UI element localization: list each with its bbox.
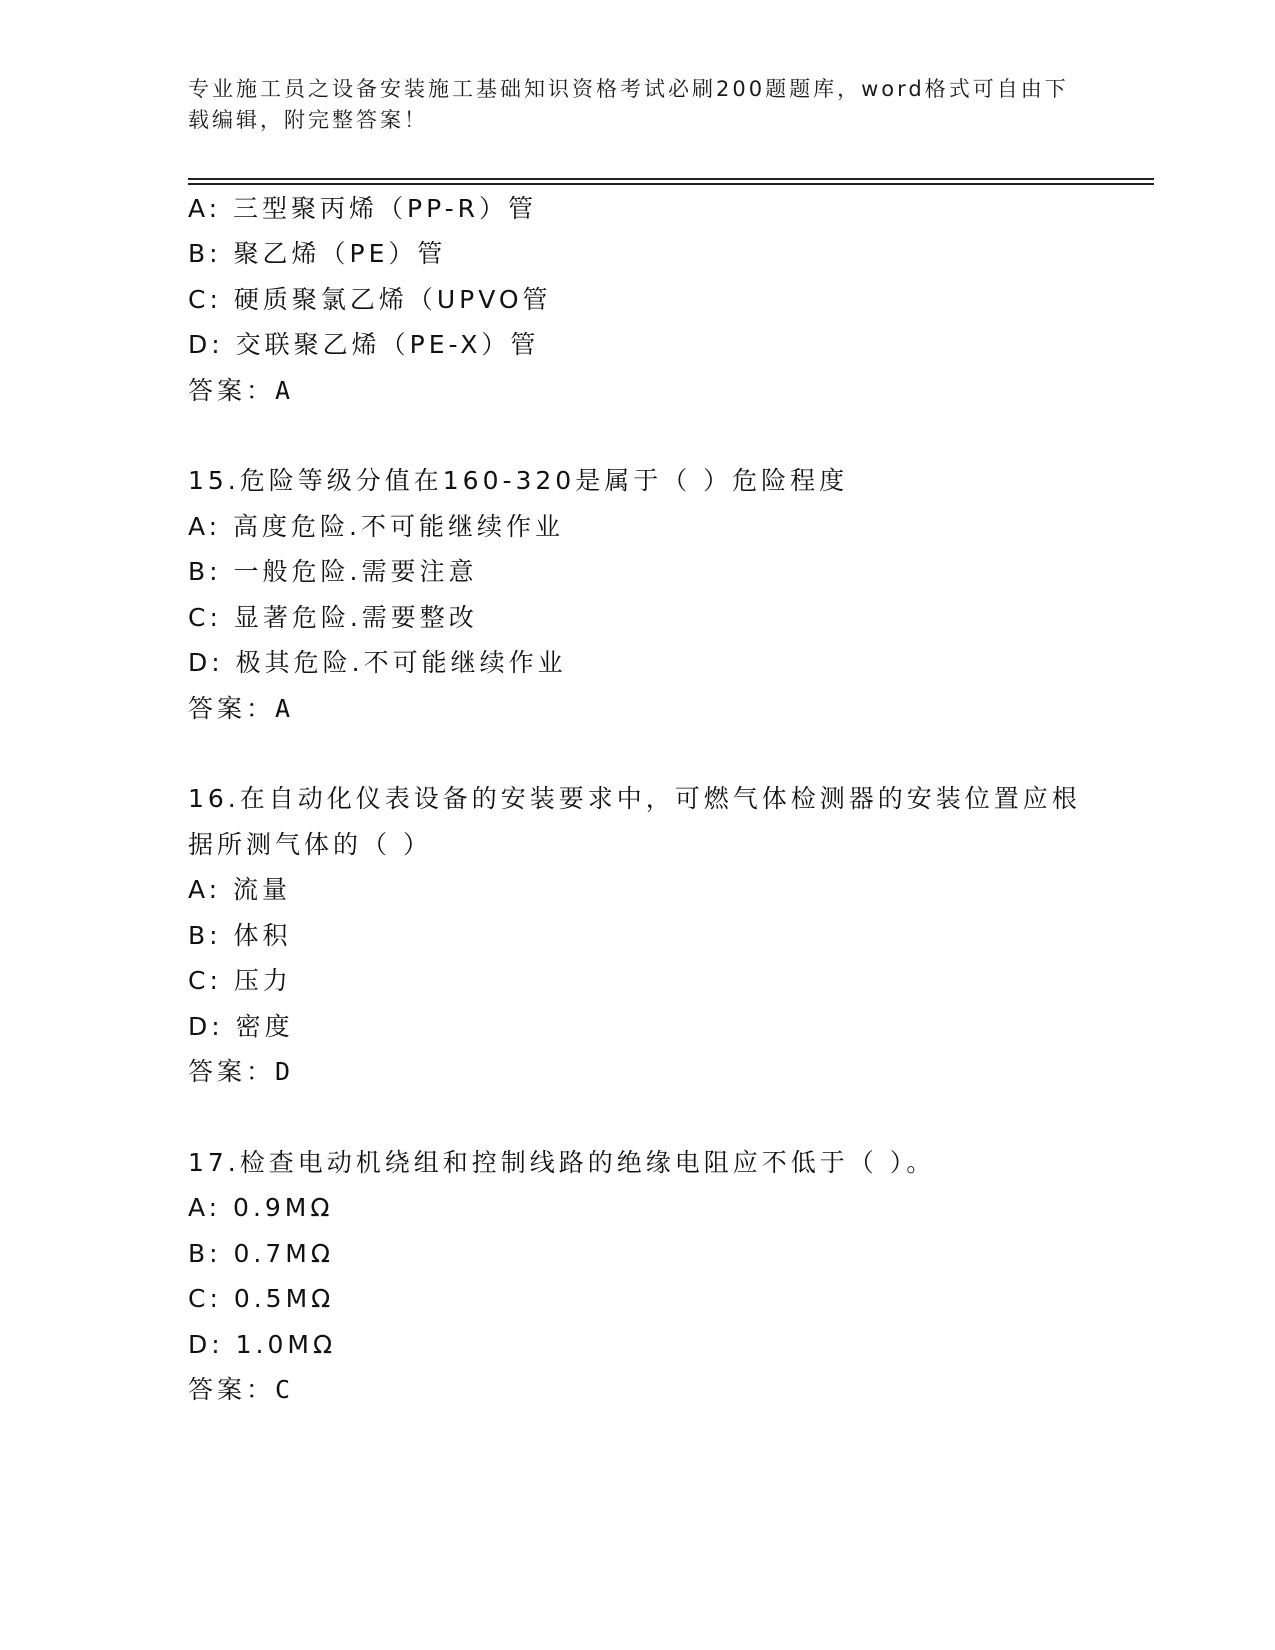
- q17-option-a: A: 0.9MΩ: [188, 1193, 334, 1222]
- document-header: 专业施工员之设备安装施工基础知识资格考试必刷200题题库，word格式可自由下载编辑，附完整答案！: [188, 77, 1069, 132]
- q16-option-d: D: 密度: [188, 1012, 294, 1041]
- answer-label: 答案：: [188, 376, 276, 405]
- q14-option-d: D: 交联聚乙烯（PE-X）管: [188, 330, 540, 359]
- q16-option-a: A: 流量: [188, 875, 292, 904]
- q17-option-b: B: 0.7MΩ: [188, 1239, 334, 1268]
- q16-answer: [188, 1057, 290, 1087]
- q16-question-line2: 据所测气体的（ ）: [188, 830, 432, 859]
- q16-option-b: B: 体积: [188, 921, 292, 950]
- q17-question: 17.检查电动机绕组和控制线路的绝缘电阻应不低于（ ）。: [188, 1148, 936, 1177]
- q17-option-c: C: 0.5MΩ: [188, 1284, 335, 1313]
- q17-option-d: D: 1.0MΩ: [188, 1330, 337, 1359]
- answer-label: 答案：: [188, 1375, 276, 1404]
- header-rule-top: [188, 178, 1154, 180]
- q16-option-c: C: 压力: [188, 966, 292, 995]
- q15-question: 15.危险等级分值在160-320是属于（ ）危险程度: [188, 466, 849, 495]
- q14-option-a: A: 三型聚丙烯（PP-R）管: [188, 194, 538, 223]
- answer-label: 答案：: [188, 694, 276, 723]
- q15-option-b: B: 一般危险.需要注意: [188, 557, 478, 586]
- q14-option-b: B: 聚乙烯（PE）管: [188, 239, 447, 268]
- q17-answer: [188, 1375, 290, 1405]
- q14-answer: [188, 376, 290, 406]
- answer-value: A: [275, 694, 291, 723]
- answer-value: D: [275, 1057, 291, 1086]
- q15-option-c: C: 显著危险.需要整改: [188, 603, 478, 632]
- header-rule-bottom: [188, 183, 1154, 185]
- q15-option-a: A: 高度危险.不可能继续作业: [188, 512, 564, 541]
- answer-value: A: [275, 376, 291, 405]
- q14-option-c: C: 硬质聚氯乙烯（UPVO管: [188, 285, 552, 314]
- q16-question-line1: 16.在自动化仪表设备的安装要求中，可燃气体检测器的安装位置应根: [188, 784, 1081, 813]
- q15-option-d: D: 极其危险.不可能继续作业: [188, 648, 567, 677]
- answer-value: C: [275, 1375, 291, 1404]
- answer-label: 答案：: [188, 1057, 276, 1086]
- q15-answer: [188, 694, 290, 724]
